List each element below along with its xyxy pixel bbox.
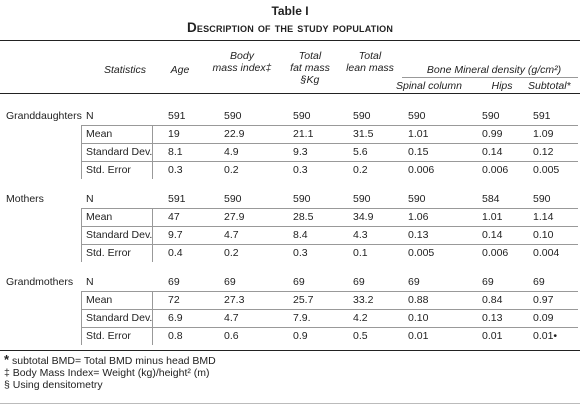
- table-cell: 0.09: [533, 312, 554, 324]
- table-cell: 0.4: [168, 247, 183, 259]
- table-cell: 4.3: [353, 229, 368, 241]
- column-divider: [81, 291, 82, 345]
- table-cell: 27.3: [224, 294, 245, 306]
- header-lean-line-1: Total: [358, 50, 382, 62]
- table-cell: 590: [408, 110, 426, 122]
- table-cell: 0.10: [408, 312, 429, 324]
- table-cell: 590: [224, 110, 242, 122]
- page-bottom-rule: [0, 403, 580, 404]
- group-label: Granddaughters: [6, 110, 82, 122]
- table-cell: 34.9: [353, 211, 374, 223]
- table-cell: 591: [168, 110, 186, 122]
- table-cell: 72: [168, 294, 180, 306]
- column-divider: [152, 125, 153, 179]
- table-cell: 0.14: [482, 146, 503, 158]
- column-divider: [152, 208, 153, 262]
- group-label: Mothers: [6, 193, 44, 205]
- table-cell: 69: [482, 276, 494, 288]
- row-separator: [81, 208, 578, 209]
- table-cell: 0.3: [293, 164, 308, 176]
- footnote-symbol: *: [4, 352, 10, 367]
- column-divider: [152, 291, 153, 345]
- table-cell: 5.6: [353, 146, 368, 158]
- header-bmd: Bone Mineral density (g/cm²): [426, 64, 562, 76]
- table-cell: 0.3: [168, 164, 183, 176]
- table-cell: 0.005: [533, 164, 560, 176]
- table-cell: 0.01: [408, 330, 429, 342]
- table-title: Description of the study population: [186, 20, 394, 35]
- column-divider: [81, 125, 82, 179]
- table-cell: 0.8: [168, 330, 183, 342]
- table-cell: 47: [168, 211, 180, 223]
- table-cell: 25.7: [293, 294, 314, 306]
- group-label: Grandmothers: [6, 276, 74, 288]
- table-cell: 584: [482, 193, 500, 205]
- header-fat-line-3: §Kg: [300, 74, 320, 86]
- table-cell: 0.9: [293, 330, 308, 342]
- table-cell: 0.13: [482, 312, 503, 324]
- header-age: Age: [170, 64, 190, 76]
- table-cell: 0.12: [533, 146, 554, 158]
- table-cell: 69: [408, 276, 420, 288]
- table-cell: 28.5: [293, 211, 314, 223]
- table-cell: 0.2: [224, 164, 239, 176]
- table-label: Table I: [271, 4, 309, 18]
- table-cell: 4.9: [224, 146, 239, 158]
- table-cell: 0.2: [353, 164, 368, 176]
- table-cell: 1.06: [408, 211, 429, 223]
- row-separator: [81, 309, 578, 310]
- table-cell: 69: [168, 276, 180, 288]
- header-statistics: Statistics: [103, 64, 146, 76]
- header-bmi-line-1: Body: [230, 50, 254, 62]
- row-separator: [81, 226, 578, 227]
- table-cell: 590: [224, 193, 242, 205]
- table-cell: 0.3: [293, 247, 308, 259]
- table-cell: 0.6: [224, 330, 239, 342]
- bmd-underline: [402, 77, 578, 78]
- table-cell: 590: [533, 193, 551, 205]
- table-cell: 4.7: [224, 229, 239, 241]
- table-cell: 0.97: [533, 294, 554, 306]
- table-cell: 21.1: [293, 128, 314, 140]
- header-bmi: [206, 50, 278, 74]
- table-cell: 0.006: [408, 164, 435, 176]
- stat-label: Standard Dev.: [86, 229, 153, 241]
- header-hips: Hips: [491, 80, 513, 92]
- row-separator: [81, 161, 578, 162]
- stat-label: Mean: [86, 211, 113, 223]
- table-cell: 0.14: [482, 229, 503, 241]
- top-rule: [0, 40, 580, 41]
- header-subtotal: Subtotal*: [528, 80, 571, 92]
- stat-label: N: [86, 193, 94, 205]
- header-lean: [340, 50, 400, 74]
- header-fat: [285, 50, 335, 86]
- table-cell: 0.10: [533, 229, 554, 241]
- table-cell: 31.5: [353, 128, 374, 140]
- table-cell: 590: [408, 193, 426, 205]
- table-cell: 33.2: [353, 294, 374, 306]
- stat-label: Mean: [86, 294, 113, 306]
- header-spinal: Spinal column: [396, 80, 462, 92]
- table-cell: 0.88: [408, 294, 429, 306]
- table-cell: 69: [353, 276, 365, 288]
- table-cell: 4.2: [353, 312, 368, 324]
- table-cell: 0.5: [353, 330, 368, 342]
- header-bottom-rule: [0, 93, 580, 94]
- table-cell: 590: [293, 193, 311, 205]
- footnote-symbol: §: [4, 379, 10, 391]
- table-cell: 22.9: [224, 128, 245, 140]
- table-cell: 8.4: [293, 229, 308, 241]
- stat-label: N: [86, 110, 94, 122]
- header-fat-line-2: fat mass: [290, 62, 330, 74]
- stat-label: Std. Error: [86, 247, 131, 259]
- table-cell: 0.006: [482, 247, 509, 259]
- column-divider: [81, 208, 82, 262]
- table-cell: 6.9: [168, 312, 183, 324]
- stat-label: Standard Dev.: [86, 312, 153, 324]
- table-cell: 4.7: [224, 312, 239, 324]
- table-cell: 1.14: [533, 211, 554, 223]
- stat-label: Std. Error: [86, 330, 131, 342]
- footnote-densitometry: [4, 379, 103, 391]
- table-cell: 0.99: [482, 128, 503, 140]
- bottom-rule: [0, 350, 580, 351]
- footnote-subtotal: [4, 354, 216, 367]
- header-fat-line-1: Total: [298, 50, 322, 62]
- table-cell: 0.005: [408, 247, 435, 259]
- table-cell: 19: [168, 128, 180, 140]
- table-cell: 0.004: [533, 247, 560, 259]
- table-cell: 7.9.: [293, 312, 311, 324]
- table-cell: 0.2: [224, 247, 239, 259]
- row-separator: [81, 143, 578, 144]
- table-cell: 1.09: [533, 128, 554, 140]
- table-cell: 0.01: [482, 330, 503, 342]
- table-cell: 590: [293, 110, 311, 122]
- table-cell: 0.1: [353, 247, 368, 259]
- header-bmi-line-2: mass index‡: [212, 62, 272, 74]
- table-cell: 69: [224, 276, 236, 288]
- row-separator: [81, 125, 578, 126]
- table-cell: 590: [353, 193, 371, 205]
- footnote-text: Using densitometry: [9, 379, 103, 391]
- header-lean-line-2: lean mass: [346, 62, 394, 74]
- stat-label: Std. Error: [86, 164, 131, 176]
- table-cell: 591: [168, 193, 186, 205]
- footnote-text: Body Mass Index= Weight (kg)/height² (m): [9, 367, 210, 379]
- table-cell: 8.1: [168, 146, 183, 158]
- table-cell: 1.01: [482, 211, 503, 223]
- table-cell: 69: [533, 276, 545, 288]
- row-separator: [81, 291, 578, 292]
- table-cell: 27.9: [224, 211, 245, 223]
- table-cell: 591: [533, 110, 551, 122]
- footnote-symbol: ‡: [4, 367, 10, 379]
- table-cell: 0.006: [482, 164, 509, 176]
- table-cell: 0.15: [408, 146, 429, 158]
- row-separator: [81, 327, 578, 328]
- table-cell: 0.84: [482, 294, 503, 306]
- table-cell: 9.7: [168, 229, 183, 241]
- table-cell: 590: [353, 110, 371, 122]
- table-cell: 9.3: [293, 146, 308, 158]
- table-cell: 0.13: [408, 229, 429, 241]
- row-separator: [81, 244, 578, 245]
- stat-label: Standard Dev.: [86, 146, 153, 158]
- footnote-text: subtotal BMD= Total BMD minus head BMD: [9, 355, 216, 367]
- table-cell: 0.01•: [533, 330, 558, 342]
- table-cell: 1.01: [408, 128, 429, 140]
- table-cell: 590: [482, 110, 500, 122]
- stat-label: Mean: [86, 128, 113, 140]
- table-cell: 69: [293, 276, 305, 288]
- footnote-bmi: [4, 367, 210, 379]
- stat-label: N: [86, 276, 94, 288]
